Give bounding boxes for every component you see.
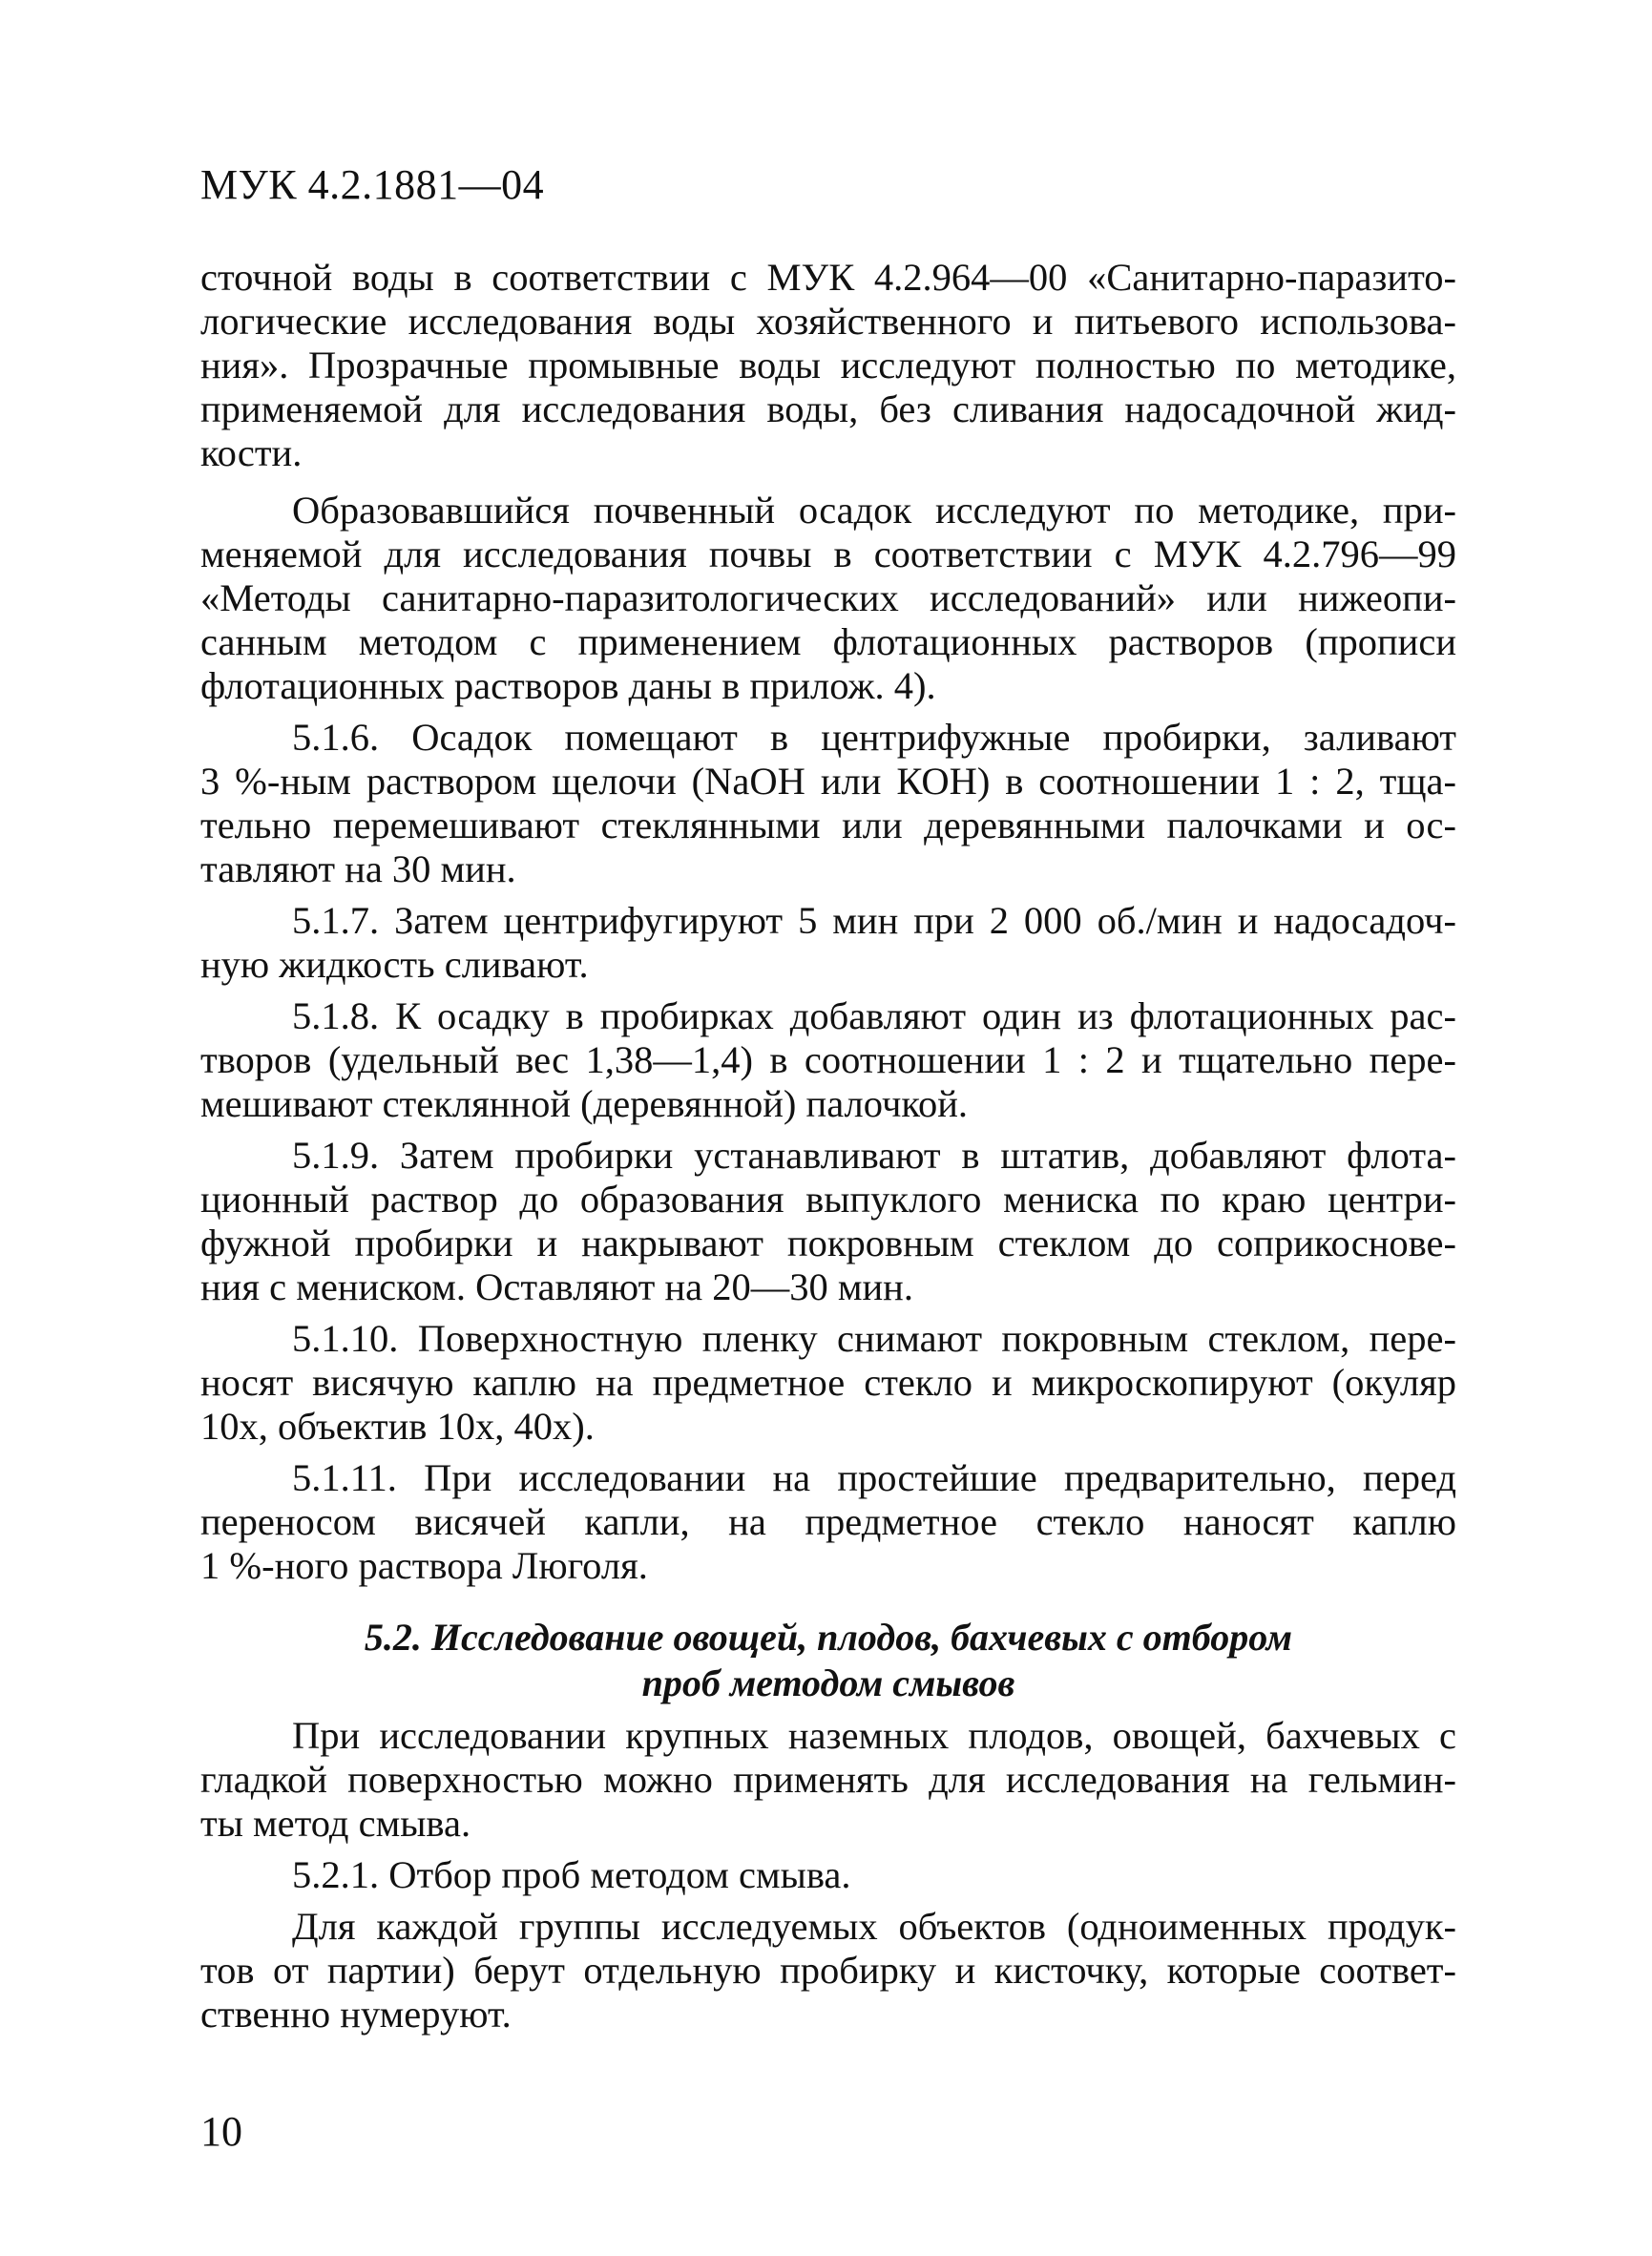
paragraph-5-1-10 xyxy=(200,1317,1456,1449)
paragraph-5-1-9 xyxy=(200,1134,1456,1309)
text-line: ственно нумеруют. xyxy=(200,1993,512,2036)
text-line: 5.1.8. К осадку в пробирках добавляют один из флотационных рас- xyxy=(292,994,1456,1037)
text-line: тов от партии) берут отдельную пробирку и кисточку, которые соответ- xyxy=(200,1949,1456,1992)
text-line: ную жидкость сливают. xyxy=(200,943,589,986)
text-line: гладкой поверхностью можно применять для исследования на гельмин- xyxy=(200,1758,1456,1801)
paragraph-sediment xyxy=(200,489,1456,708)
paragraph-5-1-6 xyxy=(200,716,1456,891)
document-body xyxy=(200,256,1456,2037)
text-line: ционный раствор до образования выпуклого мениска по краю центри- xyxy=(200,1178,1456,1221)
paragraph-5-1-7 xyxy=(200,899,1456,987)
text-line: 5.1.9. Затем пробирки устанавливают в штатив, добавляют флота- xyxy=(292,1134,1456,1177)
page-number: 10 xyxy=(200,2108,242,2155)
text-line: «Методы санитарно-паразитологических исследований» или нижеопи- xyxy=(200,576,1456,619)
text-line: 3 %-ным раствором щелочи (NaOH или КОН) в соотношении 1 : 2, тща- xyxy=(200,760,1456,803)
text-line: мешивают стеклянной (деревянной) палочкой. xyxy=(200,1082,968,1125)
text-line: ния с мениском. Оставляют на 20—30 мин. xyxy=(200,1265,913,1308)
text-line: флотационных растворов даны в прилож. 4). xyxy=(200,664,936,707)
text-line: санным методом с применением флотационных растворов (прописи xyxy=(200,620,1456,663)
text-line: 5.1.7. Затем центрифугируют 5 мин при 2 000 об./мин и надосадоч- xyxy=(292,899,1456,942)
text-line: 1 %-ного раствора Люголя. xyxy=(200,1544,648,1587)
text-line: логические исследования воды хозяйственного и питьевого использова- xyxy=(200,300,1456,343)
paragraph-washing-method xyxy=(200,1714,1456,1846)
paragraph-5-2-1 xyxy=(200,1853,1456,1897)
text-line: фужной пробирки и накрывают покровным стеклом до соприкоснове- xyxy=(200,1222,1456,1264)
text-line: сточной воды в соответствии с МУК 4.2.964—00 «Санитарно-паразито- xyxy=(200,256,1456,299)
paragraph-5-1-11 xyxy=(200,1456,1456,1588)
text-line: ния». Прозрачные промывные воды исследуют полностью по методике, xyxy=(200,344,1456,386)
text-line: 5.1.6. Осадок помещают в центрифужные пробирки, заливают xyxy=(292,716,1456,759)
text-line: меняемой для исследования почвы в соответствии с МУК 4.2.796—99 xyxy=(200,533,1456,575)
paragraph-continuation xyxy=(200,256,1456,475)
text-line: 5.2.1. Отбор проб методом смыва. xyxy=(292,1853,851,1896)
text-line: кости. xyxy=(200,431,303,474)
text-line: Образовавшийся почвенный осадок исследуют по методике, при- xyxy=(292,489,1456,532)
section-heading-5-2 xyxy=(200,1615,1456,1706)
text-line: тельно перемешивают стеклянными или деревянными палочками и ос- xyxy=(200,804,1456,846)
text-line: носят висячую каплю на предметное стекло и микроскопируют (окуляр xyxy=(200,1361,1456,1404)
text-line: При исследовании крупных наземных плодов, овощей, бахчевых с xyxy=(292,1714,1456,1757)
text-line: 5.1.11. При исследовании на простейшие предварительно, перед xyxy=(292,1456,1456,1499)
text-line: Для каждой группы исследуемых объектов (одноименных продук- xyxy=(292,1905,1456,1948)
paragraph-5-1-8 xyxy=(200,994,1456,1126)
section-heading-line: 5.2. Исследование овощей, плодов, бахчевых с отбором xyxy=(364,1616,1293,1659)
text-line: переносом висячей капли, на предметное стекло наносят каплю xyxy=(200,1500,1456,1543)
section-heading-line: проб методом смывов xyxy=(641,1661,1015,1704)
paragraph-sample-groups xyxy=(200,1905,1456,2037)
text-line: 5.1.10. Поверхностную пленку снимают покровным стеклом, пере- xyxy=(292,1317,1456,1360)
text-line: творов (удельный вес 1,38—1,4) в соотношении 1 : 2 и тщательно пере- xyxy=(200,1038,1456,1081)
text-line: 10х, объектив 10х, 40х). xyxy=(200,1405,595,1448)
text-line: тавляют на 30 мин. xyxy=(200,847,516,890)
text-line: ты метод смыва. xyxy=(200,1802,471,1845)
text-line: применяемой для исследования воды, без сливания надосадочной жид- xyxy=(200,387,1456,430)
document-code-header: МУК 4.2.1881—04 xyxy=(200,161,545,208)
